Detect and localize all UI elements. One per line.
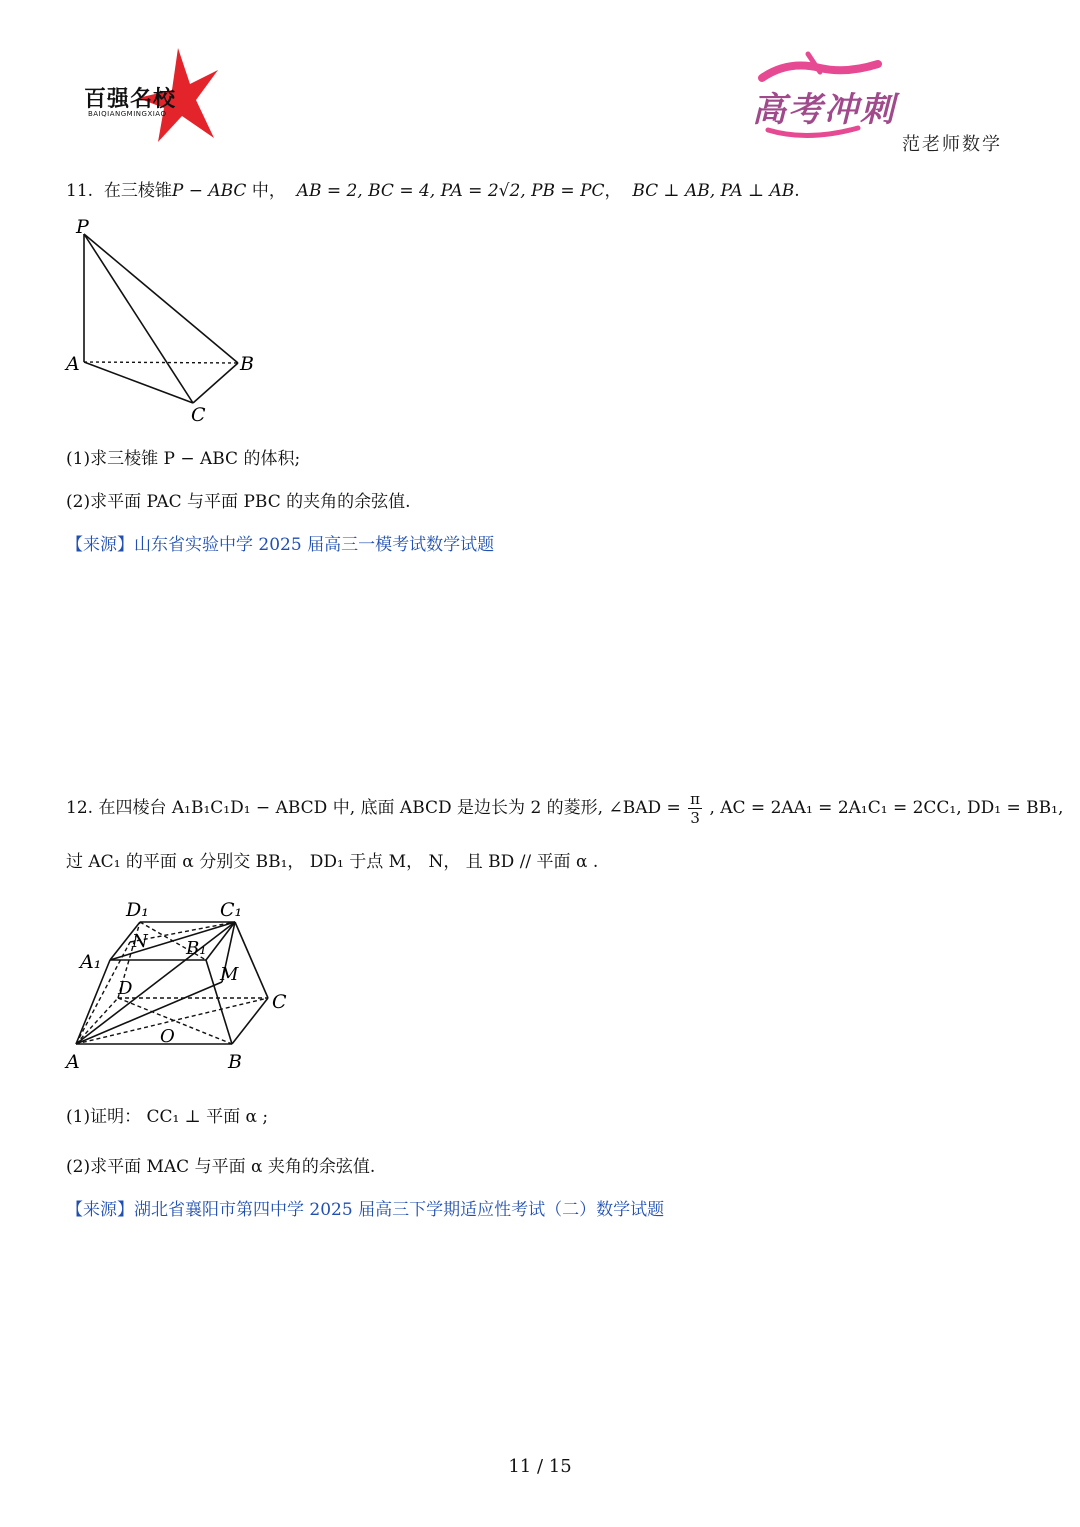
q11-figure [60,212,270,427]
q11-stem-sep: ， [604,181,622,201]
q11-edge-bc [193,363,238,403]
q11-stem-pabc: P − ABC [171,181,247,201]
q11-source: 【来源】山东省实验中学 2025 届高三一模考试数学试题 [66,535,495,555]
q12-label-b1: B₁ [186,938,207,959]
q12-label-c: C [272,991,287,1013]
q12-stem-line2: 过 AC₁ 的平面 α 分别交 BB₁， DD₁ 于点 M， N， 且 BD // 平面 α . [66,852,599,872]
q11-label-p: P [76,216,89,238]
q12-label-o: O [160,1026,175,1047]
q12-stem-line1b: , AC = 2AA₁ = 2A₁C₁ = 2CC₁, DD₁ = BB₁, [709,798,1064,818]
q12-edge-bc [232,998,268,1044]
q12-label-m: M [220,964,239,985]
q12-label-d: D [118,978,133,999]
logo-left-text: 百强名校 [84,87,177,112]
q11-label-a: A [66,353,80,375]
q12-label-d1: D₁ [126,899,149,921]
q12-part2: (2)求平面 MAC 与平面 α 夹角的余弦值. [66,1157,376,1177]
q11-label-b: B [240,353,254,375]
q12-label-c1: C₁ [220,899,243,921]
logo-right-text: 高考冲刺 [752,90,896,130]
q12-edge-cc1 [235,922,268,998]
q12-stem-line1 [66,790,1063,827]
q11-edge-pc [84,234,193,403]
q11-number: 11. [66,181,94,201]
q12-source: 【来源】湖北省襄阳市第四中学 2025 届高三下学期适应性考试（二）数学试题 [66,1200,665,1220]
page-number: 11 / 15 [508,1456,572,1477]
q12-frac-den: 3 [690,809,700,827]
q11-part1: (1)求三棱锥 P − ABC 的体积; [66,449,301,469]
q12-fraction [688,790,702,827]
q11-stem [66,176,800,201]
q12-label-n: N [132,931,148,952]
q11-label-c: C [191,404,206,426]
q12-stem-line1a: 在四棱台 A₁B₁C₁D₁ − ABCD 中, 底面 ABCD 是边长为 2 的菱形, ∠BAD = [98,798,681,818]
q11-edge-ab [84,362,238,363]
q12-label-a1: A₁ [80,951,102,973]
logo-left-subtext: BAIQIANGMINGXIAO [88,110,167,118]
q12-frac-num: π [690,790,701,808]
q11-edge-ac [84,362,193,403]
q11-edge-pb [84,234,238,363]
q11-stem-prefix: 在三棱锥 [103,181,172,201]
q11-stem-mid: 中， [251,181,286,201]
q12-part1: (1)证明： CC₁ ⊥ 平面 α ; [66,1107,269,1127]
q12-figure [60,892,310,1082]
teacher-name: 范老师数学 [902,134,1002,155]
q11-part2: (2)求平面 PAC 与平面 PBC 的夹角的余弦值. [66,492,411,512]
q11-stem-cond2: BC ⊥ AB, PA ⊥ AB [632,181,795,201]
q12-number: 12. [66,798,94,818]
q11-stem-end: . [794,181,800,201]
q12-label-a: A [66,1051,80,1073]
q11-stem-cond1: AB = 2, BC = 4, PA = 2√2, PB = PC [296,181,605,201]
q12-label-b: B [228,1051,242,1073]
